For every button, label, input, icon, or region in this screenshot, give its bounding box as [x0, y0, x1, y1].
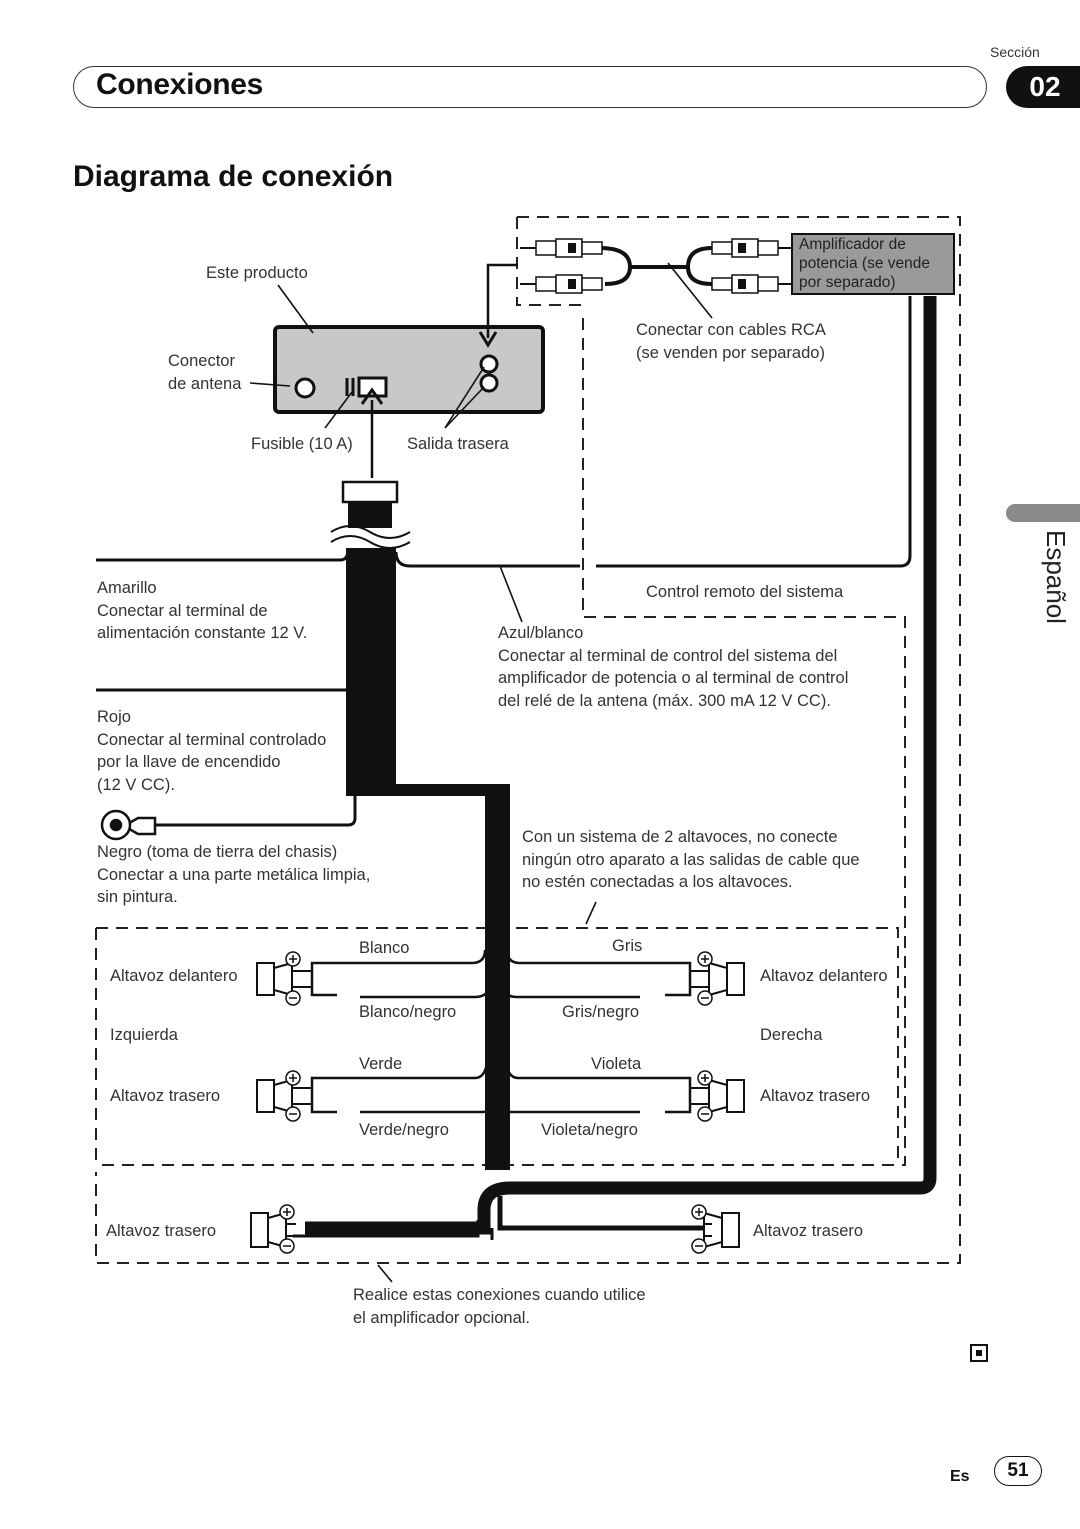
gray-black-wire-label: Gris/negro	[562, 1003, 640, 1021]
section-label: Sección	[990, 44, 1040, 60]
front-right-speaker-label: Altavoz delantero	[760, 967, 888, 985]
front-left-speaker-label: Altavoz delantero	[110, 967, 238, 985]
antenna-jack-icon	[296, 379, 314, 397]
section-number-badge: 02	[1006, 66, 1080, 108]
speaker-rear-left-icon	[257, 1080, 312, 1112]
rear-left-speaker-label: Altavoz trasero	[110, 1087, 221, 1105]
head-unit	[275, 327, 543, 412]
black-wire-label: Negro (toma de tierra del chasis) Conectar a una parte metálica limpia, sin pintura.	[97, 843, 371, 906]
red-wire-label: Rojo Conectar al terminal controlado por la llave de encendido (12 V CC).	[97, 708, 327, 794]
section-heading: Diagrama de conexión	[73, 160, 394, 193]
fuse-connector-icon	[347, 378, 386, 396]
language-tab-label: Español	[1041, 530, 1071, 624]
right-group-label: Derecha	[760, 1026, 823, 1044]
this-product-label: Este producto	[206, 264, 308, 282]
ground-terminal-icon	[102, 811, 155, 839]
rear-output-jack-upper	[481, 356, 497, 372]
rca-cables	[520, 239, 792, 293]
footer-language-code: Es	[950, 1468, 970, 1485]
antenna-connector-label: Conector de antena	[168, 352, 242, 393]
gray-wire-label: Gris	[612, 937, 643, 955]
yellow-wire-label: Amarillo Conectar al terminal de alimentación constante 12 V.	[97, 579, 308, 642]
blue-white-wire-label: Azul/blanco Conectar al terminal de control del sistema del amplificador de potencia o al terminal de control del relé de la antena (máx. 300 mA 12 V CC).	[498, 624, 849, 710]
violet-wire-label: Violeta	[591, 1055, 642, 1073]
section-end-mark-dot	[976, 1350, 982, 1356]
power-amplifier-label: Amplificador de potencia (se vende por separado)	[799, 236, 930, 291]
amp-rear-right-speaker-label: Altavoz trasero	[753, 1222, 864, 1240]
speaker-amp-rear-right-icon	[704, 1213, 739, 1247]
green-black-wire-label: Verde/negro	[359, 1121, 449, 1139]
rear-right-speaker-label: Altavoz trasero	[760, 1087, 871, 1105]
speaker-rear-right-icon	[690, 1080, 744, 1112]
white-black-wire-label: Blanco/negro	[359, 1003, 457, 1021]
system-remote-label: Control remoto del sistema	[646, 583, 844, 601]
amp-rear-left-speaker-label: Altavoz trasero	[106, 1222, 217, 1240]
speaker-front-left-icon	[257, 963, 312, 995]
rear-output-label: Salida trasera	[407, 435, 509, 453]
amplifier-connection-note: Realice estas conexiones cuando utilice el amplificador opcional.	[353, 1286, 646, 1327]
violet-black-wire-label: Violeta/negro	[541, 1121, 638, 1139]
page-number: 51	[994, 1456, 1042, 1486]
left-group-label: Izquierda	[110, 1026, 178, 1044]
speaker-front-right-icon	[690, 963, 744, 995]
page-title: Conexiones	[96, 68, 264, 101]
fuse-label: Fusible (10 A)	[251, 435, 353, 453]
green-wire-label: Verde	[359, 1055, 403, 1073]
white-wire-label: Blanco	[359, 939, 410, 957]
two-speaker-note: Con un sistema de 2 altavoces, no conecte ningún otro aparato a las salidas de cable que no estén conectadas a los altavoces.	[522, 828, 860, 891]
rca-cable-note: Conectar con cables RCA (se venden por separado)	[636, 321, 826, 362]
